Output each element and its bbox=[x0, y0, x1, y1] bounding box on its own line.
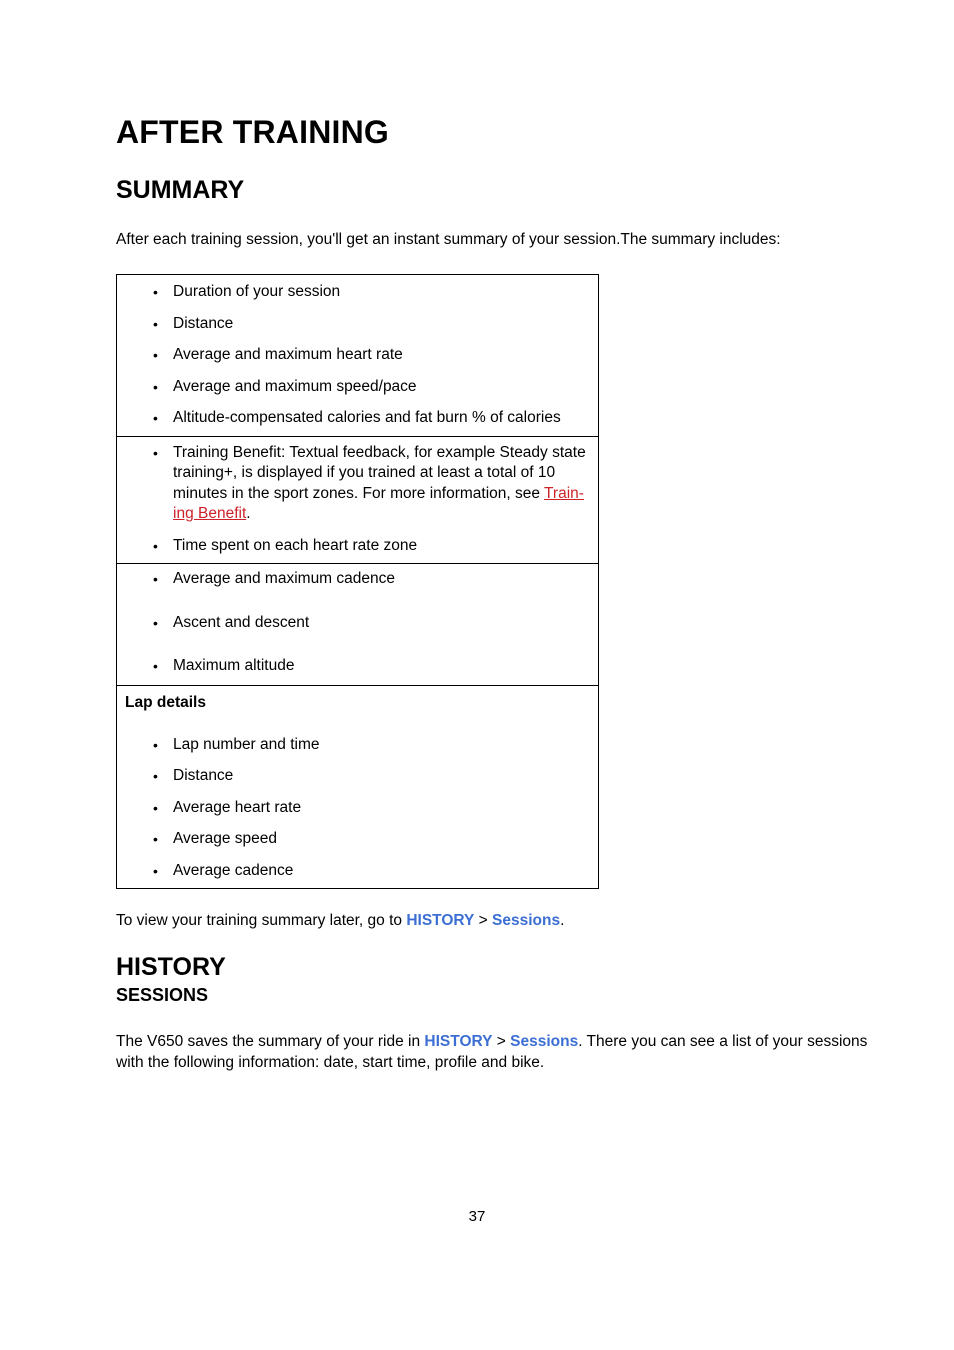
training-benefit-link[interactable]: Train-ing Benefit bbox=[173, 484, 584, 522]
summary-cell-basic bbox=[117, 275, 599, 437]
nav-separator: > bbox=[492, 1033, 511, 1050]
summary-cell-lap bbox=[117, 685, 599, 889]
list-item: • Altitude-compensated calories and fat burn % of calories bbox=[117, 408, 598, 429]
list-item: • Average and maximum cadence bbox=[117, 569, 598, 590]
training-benefit-end: . bbox=[246, 505, 251, 522]
page-number: 37 bbox=[468, 1208, 486, 1225]
sessions-suffix: . There you can see a list of your sessions with the following information: date, start time, profile and bike. bbox=[116, 1033, 868, 1071]
sessions-prefix: The V650 saves the summary of your ride in bbox=[116, 1033, 425, 1050]
summary-intro: After each training session, you'll get an instant summary of your session.The summary includes: bbox=[116, 231, 781, 248]
view-later-text bbox=[116, 911, 564, 931]
sessions-nav-label: Sessions bbox=[510, 1033, 579, 1050]
lap-list bbox=[117, 735, 598, 882]
list-item: • Average and maximum heart rate bbox=[117, 345, 598, 366]
summary-cell-cadence bbox=[117, 564, 599, 686]
view-later-end: . bbox=[560, 912, 565, 929]
summary-heading: SUMMARY bbox=[116, 176, 245, 204]
history-nav-label: HISTORY bbox=[406, 912, 475, 929]
list-item: • Maximum altitude bbox=[117, 656, 598, 677]
list-item: • Average heart rate bbox=[117, 798, 598, 819]
summary-group-lap bbox=[117, 685, 599, 889]
basic-list bbox=[117, 282, 598, 429]
cadence-list bbox=[117, 569, 598, 677]
list-item: • Average cadence bbox=[117, 861, 598, 882]
summary-group-benefit bbox=[117, 436, 599, 564]
history-nav-label: HISTORY bbox=[424, 1033, 493, 1050]
list-item: • Average and maximum speed/pace bbox=[117, 377, 598, 398]
list-item: • Lap number and time bbox=[117, 735, 598, 756]
page-title: AFTER TRAINING bbox=[116, 114, 390, 150]
sessions-heading: SESSIONS bbox=[116, 985, 209, 1005]
lap-details-title: Lap details bbox=[125, 693, 206, 711]
list-item: • Time spent on each heart rate zone bbox=[117, 536, 598, 557]
list-item: • Ascent and descent bbox=[117, 613, 598, 634]
list-item: • Duration of your session bbox=[117, 282, 598, 303]
sessions-nav-label: Sessions bbox=[492, 912, 561, 929]
nav-separator: > bbox=[474, 912, 493, 929]
benefit-list bbox=[117, 443, 598, 557]
summary-group-cadence bbox=[117, 564, 599, 686]
list-item: • Average speed bbox=[117, 829, 598, 850]
training-benefit-text: Training Benefit: Textual feedback, for example Steady state training+, is displayed if you trained at least a total of 10 minutes in the sport zones. For more information, see bbox=[173, 443, 586, 502]
summary-table bbox=[116, 274, 599, 889]
list-item: • Distance bbox=[117, 766, 598, 787]
summary-group-basic bbox=[117, 275, 599, 437]
sessions-paragraph bbox=[116, 1031, 876, 1073]
view-later-prefix: To view your training summary later, go to bbox=[116, 912, 407, 929]
list-item: • Distance bbox=[117, 314, 598, 335]
summary-cell-benefit bbox=[117, 436, 599, 564]
list-item-training-benefit bbox=[117, 443, 598, 525]
history-heading: HISTORY bbox=[116, 953, 226, 981]
